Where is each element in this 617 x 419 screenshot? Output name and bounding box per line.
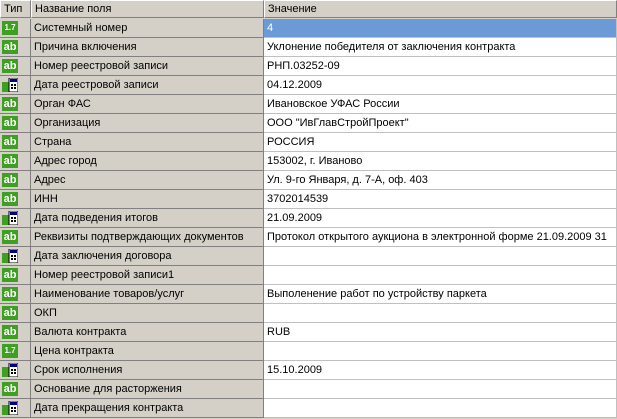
type-cell	[0, 247, 31, 266]
field-value-cell[interactable]	[264, 342, 617, 361]
type-cell	[0, 95, 31, 114]
column-header-value[interactable]: Значение	[264, 0, 617, 18]
text-field-icon: ab	[3, 288, 17, 300]
type-cell	[0, 361, 31, 380]
type-cell	[0, 399, 31, 418]
field-value-cell[interactable]	[264, 304, 617, 323]
text-field-icon: ab	[3, 60, 17, 72]
table-row[interactable]	[0, 114, 617, 133]
type-cell	[0, 76, 31, 95]
type-cell	[0, 228, 31, 247]
text-field-icon: ab	[3, 98, 17, 110]
type-cell	[0, 152, 31, 171]
type-cell	[0, 190, 31, 209]
number-field-icon: 1.7	[2, 21, 18, 35]
field-name-cell: ИНН	[31, 190, 264, 209]
table-row[interactable]	[0, 399, 617, 418]
field-value-cell[interactable]: Уклонение победителя от заключения контракта	[264, 38, 617, 57]
text-field-icon: ab	[3, 383, 17, 395]
number-field-icon: 1.7	[2, 344, 18, 358]
field-value-cell[interactable]	[264, 380, 617, 399]
type-cell	[0, 133, 31, 152]
table-row[interactable]	[0, 285, 617, 304]
text-field-icon: ab	[3, 326, 17, 338]
text-field-icon: ab	[3, 174, 17, 186]
type-cell	[0, 209, 31, 228]
text-field-icon: ab	[3, 231, 17, 243]
field-name-cell: Валюта контракта	[31, 323, 264, 342]
table-row[interactable]	[0, 152, 617, 171]
date-field-icon	[2, 249, 18, 263]
field-value-cell[interactable]: 153002, г. Иваново	[264, 152, 617, 171]
table-row[interactable]	[0, 266, 617, 285]
type-cell	[0, 38, 31, 57]
field-name-cell: ОКП	[31, 304, 264, 323]
field-name-cell: Системный номер	[31, 19, 264, 38]
text-field-icon: ab	[3, 269, 17, 281]
field-name-cell: Причина включения	[31, 38, 264, 57]
field-name-cell: Организация	[31, 114, 264, 133]
date-field-icon	[2, 211, 18, 225]
table-row[interactable]	[0, 38, 617, 57]
table-row[interactable]	[0, 323, 617, 342]
table-row[interactable]	[0, 171, 617, 190]
field-name-cell: Цена контракта	[31, 342, 264, 361]
field-value-cell[interactable]: 4	[264, 19, 617, 38]
date-field-icon	[2, 401, 18, 415]
field-name-cell: Адрес	[31, 171, 264, 190]
type-cell	[0, 380, 31, 399]
text-field-icon: ab	[3, 117, 17, 129]
field-value-cell[interactable]: 04.12.2009	[264, 76, 617, 95]
type-cell	[0, 266, 31, 285]
field-name-cell: Страна	[31, 133, 264, 152]
field-name-cell: Основание для расторжения	[31, 380, 264, 399]
date-field-icon	[2, 363, 18, 377]
field-value-cell[interactable]: Ивановское УФАС России	[264, 95, 617, 114]
table-row[interactable]	[0, 304, 617, 323]
field-value-cell[interactable]: РНП.03252-09	[264, 57, 617, 76]
field-name-cell: Орган ФАС	[31, 95, 264, 114]
table-row[interactable]	[0, 95, 617, 114]
type-cell	[0, 304, 31, 323]
table-row[interactable]	[0, 19, 617, 38]
type-cell	[0, 285, 31, 304]
text-field-icon: ab	[3, 41, 17, 53]
field-name-cell: Адрес город	[31, 152, 264, 171]
text-field-icon: ab	[3, 193, 17, 205]
date-field-icon	[2, 78, 18, 92]
text-field-icon: ab	[3, 155, 17, 167]
table-row[interactable]	[0, 76, 617, 95]
table-row[interactable]	[0, 190, 617, 209]
table-row[interactable]	[0, 247, 617, 266]
field-value-cell[interactable]: Ул. 9-го Января, д. 7-А, оф. 403	[264, 171, 617, 190]
field-name-cell: Дата подведения итогов	[31, 209, 264, 228]
table-row[interactable]	[0, 228, 617, 247]
field-name-cell: Номер реестровой записи1	[31, 266, 264, 285]
field-value-cell[interactable]: RUB	[264, 323, 617, 342]
grid-body	[0, 19, 617, 418]
field-name-cell: Номер реестровой записи	[31, 57, 264, 76]
text-field-icon: ab	[3, 307, 17, 319]
type-cell	[0, 323, 31, 342]
table-row[interactable]	[0, 380, 617, 399]
field-value-cell[interactable]	[264, 266, 617, 285]
type-cell	[0, 19, 31, 38]
field-name-cell: Дата реестровой записи	[31, 76, 264, 95]
type-cell	[0, 342, 31, 361]
text-field-icon: ab	[3, 136, 17, 148]
field-name-cell: Наименование товаров/услуг	[31, 285, 264, 304]
table-row[interactable]	[0, 342, 617, 361]
field-value-cell[interactable]	[264, 399, 617, 418]
field-value-cell[interactable]: РОССИЯ	[264, 133, 617, 152]
type-cell	[0, 171, 31, 190]
field-value-cell[interactable]: Протокол открытого аукциона в электронной форме 21.09.2009 31	[264, 228, 617, 247]
table-row[interactable]	[0, 209, 617, 228]
field-value-cell[interactable]: 21.09.2009	[264, 209, 617, 228]
grid-header	[0, 0, 617, 19]
table-row[interactable]	[0, 361, 617, 380]
field-name-cell: Реквизиты подтверждающих документов	[31, 228, 264, 247]
type-cell	[0, 114, 31, 133]
column-header-type[interactable]: Тип	[0, 0, 31, 18]
field-value-cell[interactable]	[264, 247, 617, 266]
field-value-cell[interactable]: Выполенение работ по устройству паркета	[264, 285, 617, 304]
table-row[interactable]	[0, 57, 617, 76]
field-value-cell[interactable]: 15.10.2009	[264, 361, 617, 380]
field-value-cell[interactable]: 3702014539	[264, 190, 617, 209]
table-row[interactable]	[0, 133, 617, 152]
field-name-cell: Дата заключения договора	[31, 247, 264, 266]
column-header-name[interactable]: Название поля	[31, 0, 264, 18]
field-name-cell: Срок исполнения	[31, 361, 264, 380]
field-name-cell: Дата прекращения контракта	[31, 399, 264, 418]
field-value-cell[interactable]: ООО "ИвГлавСтройПроект"	[264, 114, 617, 133]
type-cell	[0, 57, 31, 76]
